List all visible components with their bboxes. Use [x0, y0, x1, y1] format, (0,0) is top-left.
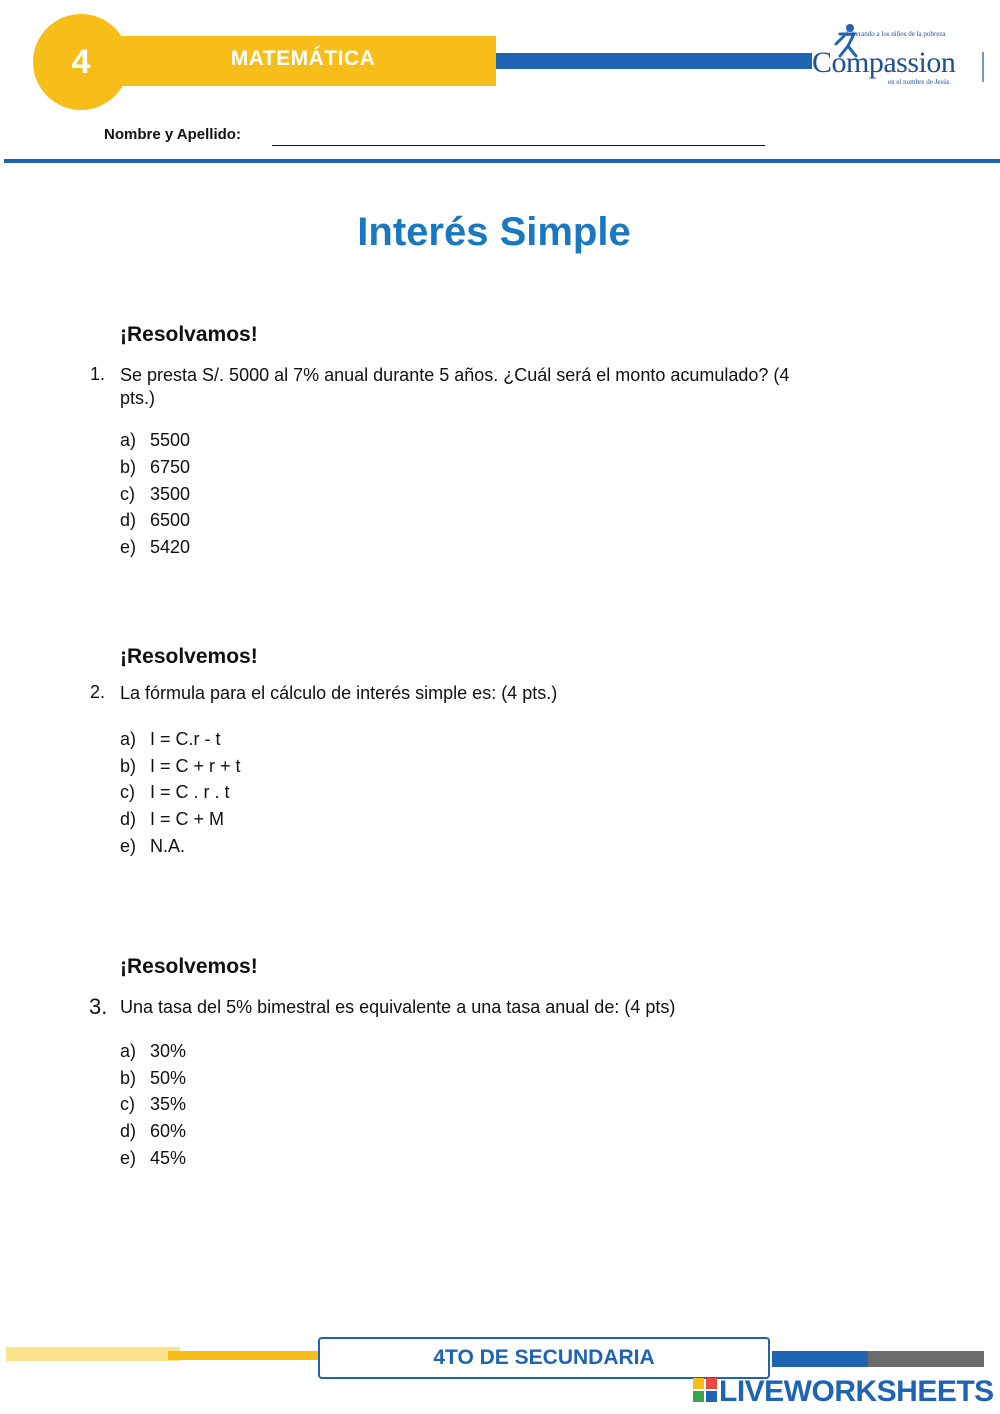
option-3a[interactable] [120, 1041, 186, 1062]
option-letter: e) [120, 836, 137, 856]
option-letter: b) [120, 1068, 137, 1088]
option-letter: c) [120, 484, 135, 504]
option-text: 6500 [150, 510, 191, 530]
option-3e[interactable] [120, 1148, 186, 1169]
option-letter: a) [120, 1041, 137, 1061]
logo-tagline-top: Liberando a los niños de la pobreza [846, 30, 946, 38]
question-number-1: 1. [90, 364, 106, 384]
option-letter: e) [120, 537, 137, 557]
option-letter: b) [120, 457, 137, 477]
option-text: 6750 [150, 457, 191, 477]
option-2e[interactable] [120, 836, 185, 857]
header-divider [4, 159, 1000, 163]
option-text: 35% [150, 1094, 187, 1114]
option-2c[interactable] [120, 782, 230, 803]
page-title: Interés Simple [357, 210, 631, 254]
option-text: N.A. [150, 836, 186, 856]
option-1c[interactable] [120, 484, 190, 505]
option-text: I = C.r - t [150, 729, 221, 749]
option-letter: d) [120, 809, 137, 829]
footer-level-label: 4TO DE SECUNDARIA [433, 1346, 655, 1369]
option-1b[interactable] [120, 457, 190, 478]
option-text: I = C . r . t [150, 782, 230, 802]
logo-tagline-bottom: en el nombre de Jesús [888, 78, 950, 86]
question-text-2: La fórmula para el cálculo de interés simple es: (4 pts.) [120, 683, 558, 703]
grade-number: 4 [71, 43, 91, 81]
question-number-3: 3. [89, 994, 108, 1019]
option-letter: d) [120, 1121, 137, 1141]
section-heading-2: ¡Resolvemos! [120, 645, 258, 668]
question-text-1-cont: pts.) [120, 388, 156, 408]
option-letter: c) [120, 1094, 135, 1114]
option-text: I = C + r + t [150, 756, 241, 776]
option-text: 60% [150, 1121, 187, 1141]
question-text-1: Se presta S/. 5000 al 7% anual durante 5 años. ¿Cuál será el monto acumulado? (4 [120, 365, 790, 385]
option-letter: e) [120, 1148, 137, 1168]
footer-yellow-light-bar [6, 1347, 180, 1361]
header-blue-bar [496, 53, 812, 69]
liveworksheets-icon [693, 1378, 717, 1402]
option-text: 5500 [150, 430, 191, 450]
question-number-2: 2. [90, 682, 106, 702]
name-input-line[interactable] [272, 145, 765, 146]
option-text: 5420 [150, 537, 191, 557]
liveworksheets-brand[interactable]: LIVEWORKSHEETS [719, 1375, 994, 1408]
option-text: 50% [150, 1068, 187, 1088]
subject-title: MATEMÁTICA [230, 47, 376, 70]
option-2a[interactable] [120, 729, 221, 750]
option-letter: a) [120, 430, 137, 450]
logo-wordmark: Compassion [812, 46, 956, 79]
section-heading-3: ¡Resolvemos! [120, 955, 258, 978]
option-letter: c) [120, 782, 135, 802]
option-3d[interactable] [120, 1121, 186, 1142]
option-1e[interactable] [120, 537, 190, 558]
option-text: I = C + M [150, 809, 225, 829]
option-2d[interactable] [120, 809, 224, 830]
option-1a[interactable] [120, 430, 190, 451]
footer-gray-bar [868, 1351, 984, 1367]
option-3c[interactable] [120, 1094, 186, 1115]
section-heading-1: ¡Resolvamos! [120, 323, 258, 346]
option-3b[interactable] [120, 1068, 186, 1089]
option-letter: a) [120, 729, 137, 749]
footer-blue-bar [772, 1351, 868, 1367]
option-letter: b) [120, 756, 137, 776]
option-2b[interactable] [120, 756, 241, 777]
option-1d[interactable] [120, 510, 190, 531]
option-text: 3500 [150, 484, 191, 504]
name-label: Nombre y Apellido: [104, 126, 241, 143]
option-text: 45% [150, 1148, 187, 1168]
option-letter: d) [120, 510, 137, 530]
question-text-3: Una tasa del 5% bimestral es equivalente a una tasa anual de: (4 pts) [120, 997, 676, 1017]
option-text: 30% [150, 1041, 187, 1061]
footer-yellow-bar [168, 1351, 320, 1360]
